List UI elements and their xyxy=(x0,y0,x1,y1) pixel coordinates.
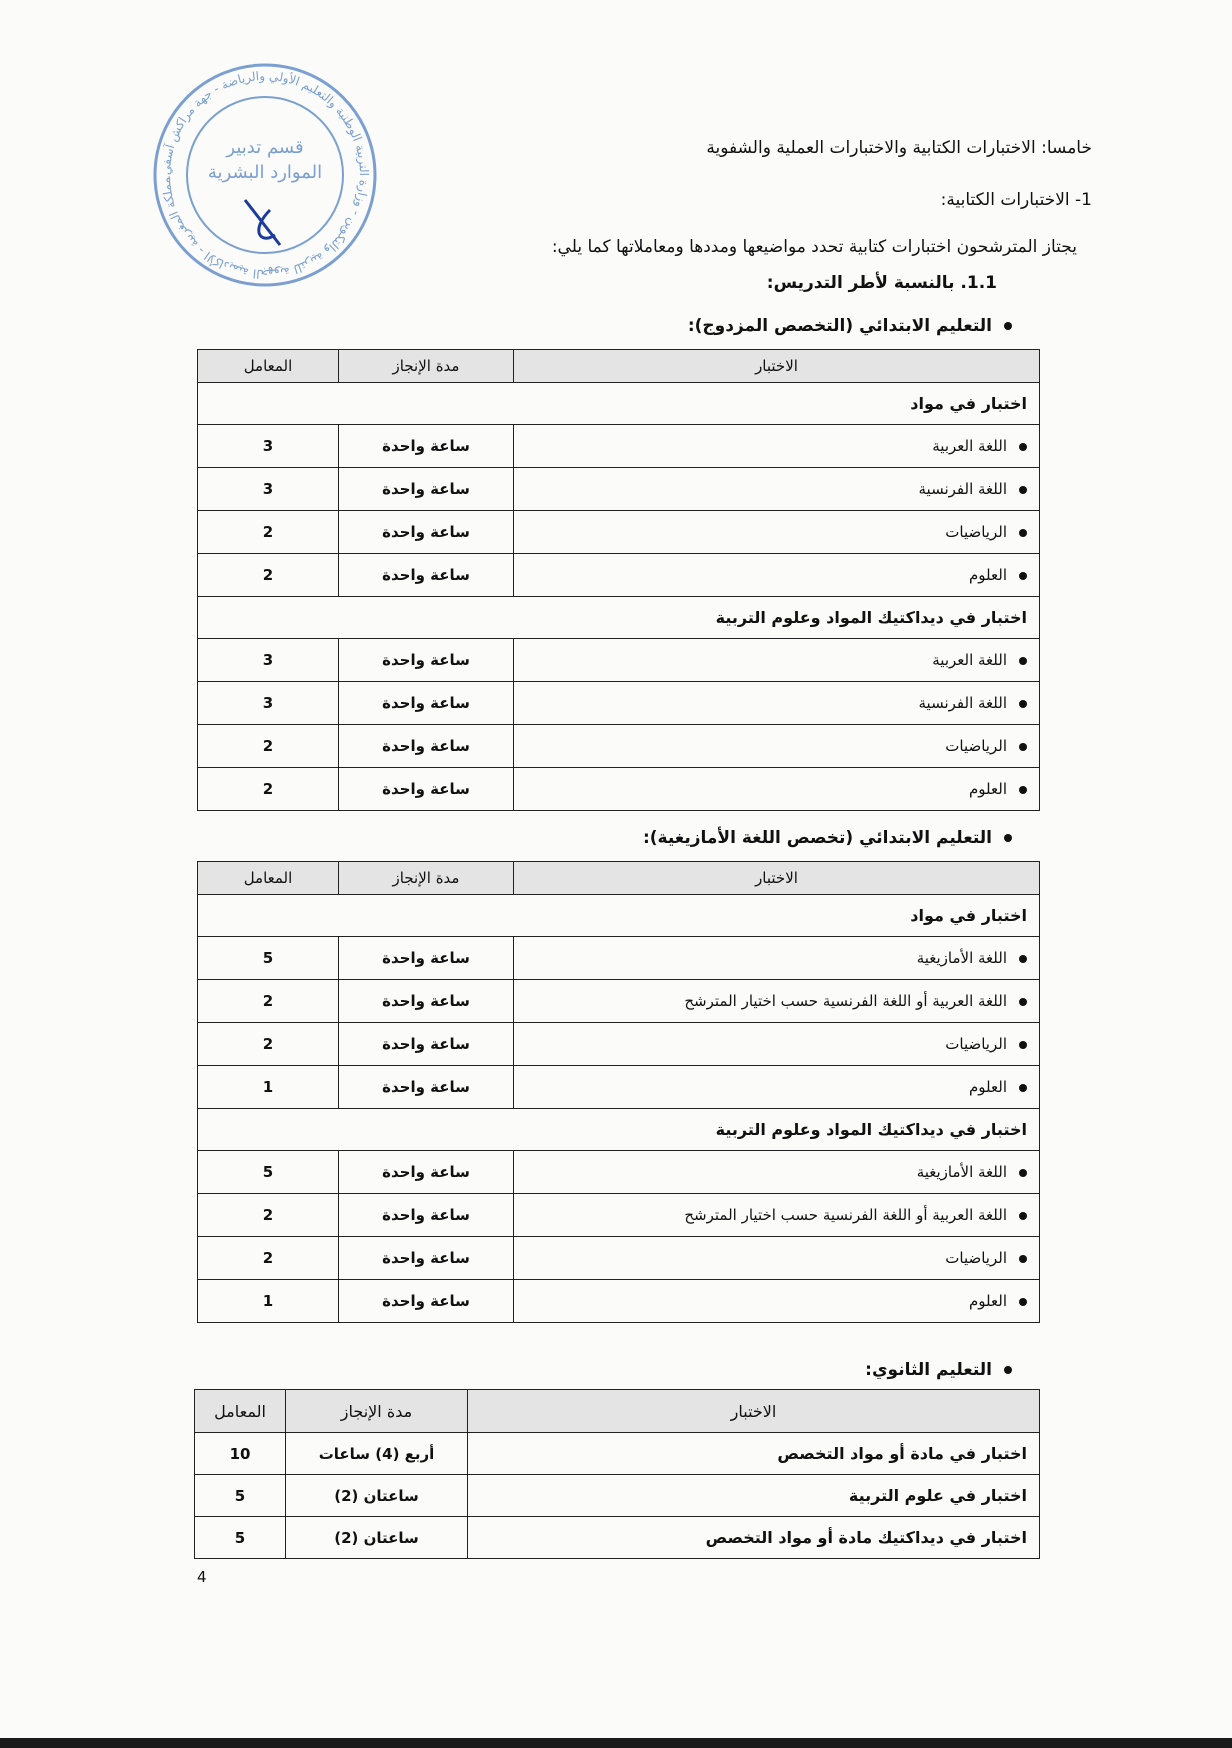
coefficient: 2 xyxy=(198,980,339,1023)
test-name: اللغة العربية xyxy=(514,639,1040,682)
duration: ساعتان (2) xyxy=(286,1517,468,1559)
bullet-icon xyxy=(1004,834,1012,842)
duration: ساعة واحدة xyxy=(339,937,514,980)
duration: ساعة واحدة xyxy=(339,1066,514,1109)
table3 xyxy=(194,1389,1040,1559)
section-1-title: 1- الاختبارات الكتابية: xyxy=(940,190,1092,210)
coefficient: 3 xyxy=(198,639,339,682)
test-name: العلوم xyxy=(514,554,1040,597)
duration: ساعة واحدة xyxy=(339,554,514,597)
official-stamp xyxy=(150,60,380,290)
duration: ساعة واحدة xyxy=(339,639,514,682)
section-heading: خامسا: الاختبارات الكتابية والاختبارات العملية والشفوية xyxy=(706,138,1092,158)
duration: ساعة واحدة xyxy=(339,1023,514,1066)
duration: ساعة واحدة xyxy=(339,768,514,811)
coefficient: 2 xyxy=(198,1237,339,1280)
test-name: اللغة الأمازيغية xyxy=(514,937,1040,980)
bullet-icon xyxy=(1004,1366,1012,1374)
coefficient: 2 xyxy=(198,768,339,811)
coefficient: 10 xyxy=(195,1433,286,1475)
page-number: 4 xyxy=(197,1568,207,1586)
coefficient: 3 xyxy=(198,682,339,725)
bullet-icon xyxy=(1019,1298,1027,1306)
header-coef: المعامل xyxy=(198,862,339,895)
coefficient: 2 xyxy=(198,1194,339,1237)
bullet-icon xyxy=(1019,786,1027,794)
bullet-icon xyxy=(1019,1041,1027,1049)
stamp-inner-text: قسم تدبير الموارد البشرية xyxy=(207,137,323,184)
coefficient: 1 xyxy=(198,1066,339,1109)
bullet-icon xyxy=(1019,486,1027,494)
test-name: الرياضيات xyxy=(514,725,1040,768)
header-duration: مدة الإنجاز xyxy=(339,350,514,383)
test-name: اللغة العربية xyxy=(514,425,1040,468)
duration: ساعتان (2) xyxy=(286,1475,468,1517)
test-name: اللغة الفرنسية xyxy=(514,468,1040,511)
duration: ساعة واحدة xyxy=(339,1194,514,1237)
section-title: اختبار في ديداكتيك المواد وعلوم التربية xyxy=(198,597,1040,639)
duration: ساعة واحدة xyxy=(339,425,514,468)
coefficient: 3 xyxy=(198,425,339,468)
table1 xyxy=(197,349,1040,811)
header-test: الاختبار xyxy=(514,862,1040,895)
duration: ساعة واحدة xyxy=(339,1237,514,1280)
subsection-title: 1.1. بالنسبة لأطر التدريس: xyxy=(766,273,997,293)
header-test: الاختبار xyxy=(468,1390,1040,1433)
coefficient: 5 xyxy=(195,1517,286,1559)
section-title: اختبار في ديداكتيك المواد وعلوم التربية xyxy=(198,1109,1040,1151)
coefficient: 2 xyxy=(198,1023,339,1066)
bullet-icon xyxy=(1019,1084,1027,1092)
stamp-outer-text: مملكة المغربية - الأكاديمية الجهوية للتربية والتكوين - وزارة التربية الوطنية والتعليم الأولي والرياضة - جهة مراكش آسفي xyxy=(158,68,372,282)
test-name: الرياضيات xyxy=(514,1023,1040,1066)
test-name: العلوم xyxy=(514,768,1040,811)
coefficient: 2 xyxy=(198,725,339,768)
duration: ساعة واحدة xyxy=(339,980,514,1023)
duration: أربع (4) ساعات xyxy=(286,1433,468,1475)
intro-text: يجتاز المترشحون اختبارات كتابية تحدد مواضيعها ومددها ومعاملاتها كما يلي: xyxy=(551,237,1077,257)
bullet-icon xyxy=(1019,1169,1027,1177)
test-name: الرياضيات xyxy=(514,511,1040,554)
section-title: اختبار في مواد xyxy=(198,895,1040,937)
test-name: العلوم xyxy=(514,1066,1040,1109)
duration: ساعة واحدة xyxy=(339,1280,514,1323)
bullet-icon xyxy=(1019,955,1027,963)
section-title: اختبار في مواد xyxy=(198,383,1040,425)
test-name: اللغة العربية أو اللغة الفرنسية حسب اختيار المترشح xyxy=(514,980,1040,1023)
test-name: اللغة العربية أو اللغة الفرنسية حسب اختيار المترشح xyxy=(514,1194,1040,1237)
test-name: العلوم xyxy=(514,1280,1040,1323)
coefficient: 5 xyxy=(198,937,339,980)
test-name: اختبار في علوم التربية xyxy=(468,1475,1040,1517)
table3-title: التعليم الثانوي: xyxy=(865,1360,1012,1380)
duration: ساعة واحدة xyxy=(339,468,514,511)
header-coef: المعامل xyxy=(195,1390,286,1433)
coefficient: 3 xyxy=(198,468,339,511)
duration: ساعة واحدة xyxy=(339,682,514,725)
test-name: اختبار في ديداكتيك مادة أو مواد التخصص xyxy=(468,1517,1040,1559)
duration: ساعة واحدة xyxy=(339,725,514,768)
table2-title: التعليم الابتدائي (تخصص اللغة الأمازيغية): xyxy=(643,828,1012,848)
bullet-icon xyxy=(1019,529,1027,537)
test-name: اللغة الفرنسية xyxy=(514,682,1040,725)
bullet-icon xyxy=(1019,1255,1027,1263)
header-coef: المعامل xyxy=(198,350,339,383)
bullet-icon xyxy=(1019,700,1027,708)
coefficient: 2 xyxy=(198,554,339,597)
bullet-icon xyxy=(1019,998,1027,1006)
bullet-icon xyxy=(1019,743,1027,751)
coefficient: 1 xyxy=(198,1280,339,1323)
bullet-icon xyxy=(1019,443,1027,451)
scan-edge xyxy=(0,1738,1232,1748)
table2 xyxy=(197,861,1040,1323)
header-test: الاختبار xyxy=(514,350,1040,383)
bullet-icon xyxy=(1019,657,1027,665)
bullet-icon xyxy=(1019,1212,1027,1220)
duration: ساعة واحدة xyxy=(339,1151,514,1194)
test-name: الرياضيات xyxy=(514,1237,1040,1280)
bullet-icon xyxy=(1019,572,1027,580)
coefficient: 5 xyxy=(198,1151,339,1194)
bullet-icon xyxy=(1004,322,1012,330)
test-name: اختبار في مادة أو مواد التخصص xyxy=(468,1433,1040,1475)
duration: ساعة واحدة xyxy=(339,511,514,554)
header-duration: مدة الإنجاز xyxy=(286,1390,468,1433)
coefficient: 5 xyxy=(195,1475,286,1517)
test-name: اللغة الأمازيغية xyxy=(514,1151,1040,1194)
header-duration: مدة الإنجاز xyxy=(339,862,514,895)
coefficient: 2 xyxy=(198,511,339,554)
table1-title: التعليم الابتدائي (التخصص المزدوج): xyxy=(688,316,1012,336)
